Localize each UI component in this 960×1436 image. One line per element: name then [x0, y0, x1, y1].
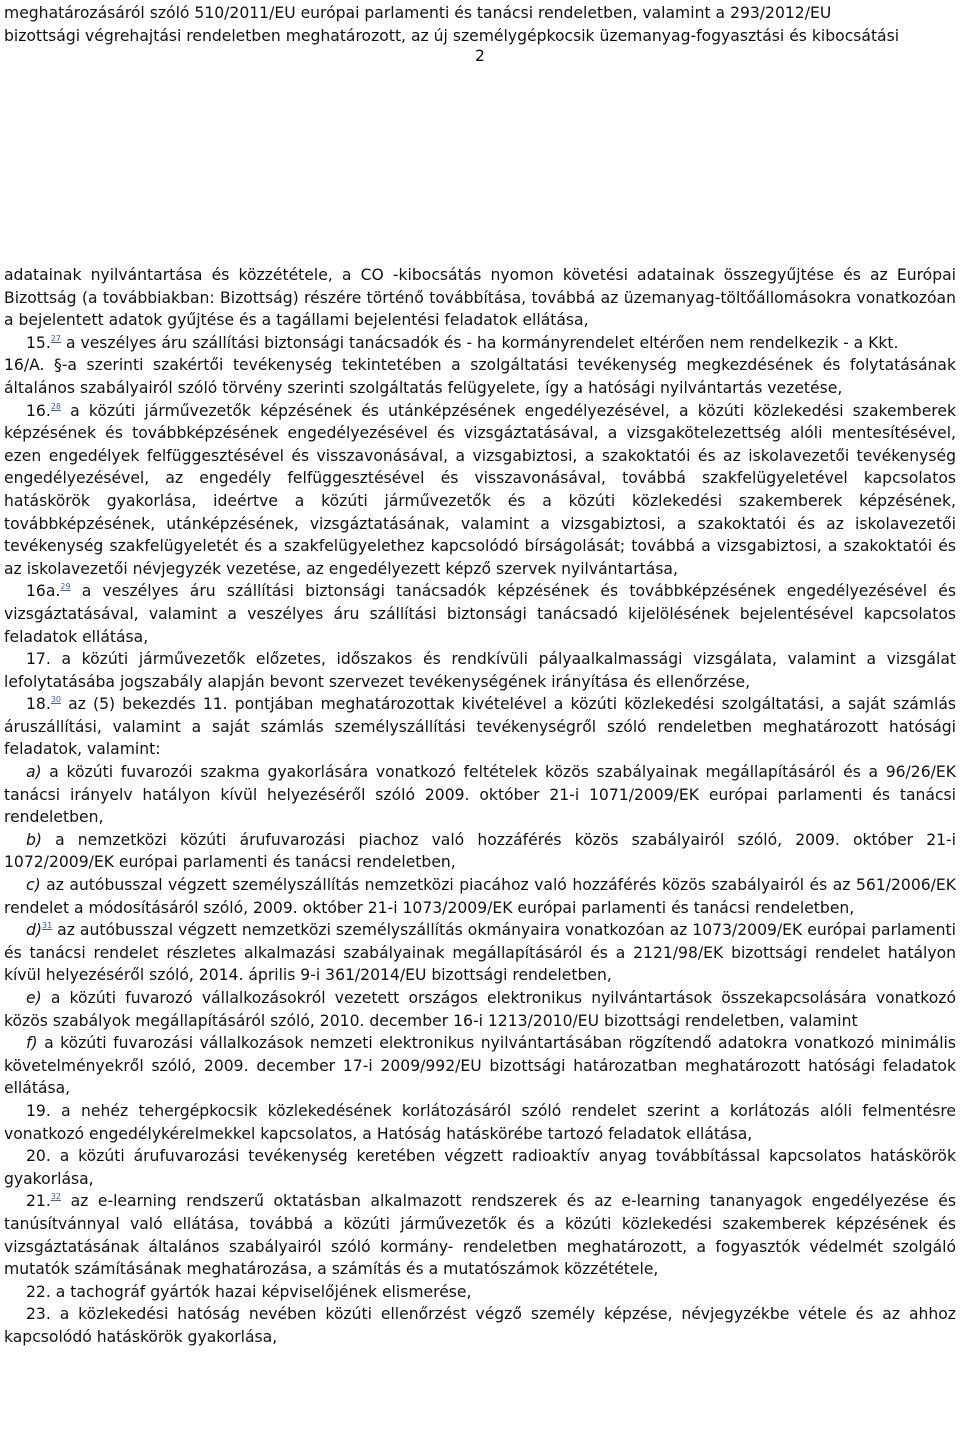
- paragraph-19: 19. a nehéz tehergépkocsik közlekedésének korlátozásáról szóló rendelet szerint a korlátozás alóli felmentésre vonatkozó engedélykérelmekkel kapcsolatos, a Hatóság hatáskörébe tartozó feladatok ellátása,: [4, 1101, 956, 1143]
- subpoint-d: [4, 919, 956, 987]
- text-line: meghatározásáról szóló 510/2011/EU európai parlamenti és tanácsi rendeletben, valamint a 293/2012/EU: [4, 4, 832, 22]
- point-number: 15.: [26, 333, 51, 352]
- previous-page-tail: [4, 2, 956, 47]
- subpoint-b: [4, 829, 956, 874]
- footnote-link[interactable]: 27: [50, 333, 61, 343]
- footnote-link[interactable]: 28: [50, 401, 61, 411]
- subpoint-text: a közúti fuvarozó vállalkozásokról vezetett országos elektronikus nyilvántartások összekapcsolására vonatkozó közös szabályok megállapításáról szóló, 2010. december 16-i 1213/2010/EU bizottsági rendeletben, valamint: [4, 989, 956, 1030]
- footnote-link[interactable]: 30: [50, 695, 61, 705]
- footnote-link[interactable]: 32: [50, 1192, 61, 1202]
- subpoint-text: a nemzetközi közúti árufuvarozási piachoz való hozzáférés közös szabályairól szóló, 2009. október 21-i 1072/2009/EK európai parlamenti és tanácsi rendeletben,: [4, 830, 956, 872]
- subpoint-text: az autóbusszal végzett nemzetközi személyszállítás okmányaira vonatkozóan az 1073/2009/EK európai parlamenti és tanácsi rendelet részletes alkalmazási szabályainak megállapításáról és a 2121/98/EK bizottsági rendelet hatályon kívül helyezéséről szóló, 2014. április 9-i 361/2014/EU bizottsági rendeletben,: [4, 921, 956, 985]
- point-number: 16a.: [26, 582, 61, 601]
- subpoint-label: f): [26, 1034, 38, 1053]
- subpoint-text: az autóbusszal végzett személyszállítás nemzetközi piacához való hozzáférés közös szabályairól és az 561/2006/EK rendelet a módosításáról szóló, 2009. október 21-i 1073/2009/EK európai parlamenti és tanácsi rendeletben,: [4, 876, 956, 917]
- subpoint-label: b): [26, 830, 42, 849]
- paragraph-21: [4, 1190, 956, 1280]
- paragraph-15: [4, 332, 956, 355]
- subpoint-label: e): [26, 989, 42, 1007]
- paragraph-16a: [4, 580, 956, 648]
- paragraph-16A: 16/A. §-a szerinti szakértői tevékenység tekintetében a szolgáltatási tevékenység megkezdésének és folytatásának általános szabályairól szóló törvény szerinti szolgáltatás felügyelete, így a hatósági nyilvántartás vezetése,: [4, 356, 956, 397]
- paragraph-16: [4, 400, 956, 581]
- subpoint-f: [4, 1032, 956, 1100]
- paragraph-22: 22. a tachográf gyártók hazai képviselőjének elismerése,: [26, 1282, 472, 1301]
- point-number: 16.: [26, 401, 51, 420]
- subpoint-e: [4, 987, 956, 1032]
- point-text: a veszélyes áru szállítási biztonsági tanácsadók képzésének és továbbképzésének engedélyezésével és vizsgáztatásával, valamint a veszélyes áru szállítási biztonsági tanácsadó kijelölésének bejelentésével kapcsolatos feladatok ellátása,: [4, 582, 956, 646]
- subpoint-c: [4, 874, 956, 919]
- subpoint-a: [4, 761, 956, 829]
- point-text: az e-learning rendszerű oktatásban alkalmazott rendszerek és az e-learning tananyagok engedélyezése és tanúsítvánnyal való ellátása, továbbá a közúti járművezetők és a közúti közlekedési szakemberek képzésének és vizsgáztatásának általános szabályairól szóló kormány- rendeletben meghatározott, a fogyasztók védelmét szolgáló mutatók számításának meghatározása, a számítás és a mutatószámok közzététele,: [4, 1192, 956, 1279]
- footnote-link[interactable]: 31: [41, 921, 53, 931]
- paragraph-23: 23. a közlekedési hatóság nevében közúti ellenőrzést végző személy képzése, névjegyzékbe vétele és az ahhoz kapcsolódó hatáskörök gyakorlása,: [4, 1305, 956, 1346]
- point-number: 18.: [26, 695, 51, 714]
- point-text: a közúti járművezetők képzésének és utánképzésének engedélyezésével, a közúti közlekedési szakemberek képzésének és továbbképzésének engedélyezésével és vizsgáztatásával, a vizsgakötelezettség alóli mentesítésével, ezen engedélyek felfüggesztésével és visszavonásával, a vizsgabiztosi, a szakoktatói és az iskolavezetői tevékenység engedélyezésével, az engedély felfüggesztésével és visszavonásával, továbbá szakfelügyeletével kapcsolatos hatáskörök gyakorlása, ideértve a közúti járművezetők és a közúti közlekedési szakemberek képzésének, továbbképzésének, utánképzésének, vizsgáztatásának, valamint a vizsgabiztosi, a szakoktatói és az iskolavezetői tevékenység szakfelügyeletét és a szakfelügyelethez kapcsolódó bírságolását; továbbá a vizsgabiztosi, a szakoktatói és az iskolavezetői névjegyzék vezetése, az engedélyezett képző szervek nyilvántartása,: [4, 401, 956, 578]
- paragraph-18: [4, 693, 956, 761]
- page-number: 2: [475, 47, 485, 65]
- paragraph-20: 20. a közúti árufuvarozási tevékenység keretében végzett radioaktív anyag továbbítással kapcsolatos hatáskörök gyakorlása,: [4, 1147, 956, 1188]
- subpoint-text: a közúti fuvarozói szakma gyakorlására vonatkozó feltételek közös szabályainak megállapításáról és a 96/26/EK tanácsi irányelv hatályon kívül helyezéséről szóló 2009. október 21-i 1071/2009/EK európai parlamenti és tanácsi rendeletben,: [4, 763, 956, 827]
- point-text: az (5) bekezdés 11. pontjában meghatározottak kivételével a közúti közlekedési szolgáltatási, a saját számlás áruszállítási, valamint a saját számlás személyszállítási tevékenységről szóló rendeletben meghatározott hatósági feladatok, valamint:: [4, 695, 956, 759]
- point-text: a veszélyes áru szállítási biztonsági tanácsadók és - ha kormányrendelet eltérően nem rendelkezik - a Kkt.: [61, 333, 899, 352]
- paragraph-17: 17. a közúti járművezetők előzetes, időszakos és rendkívüli pályaalkalmassági vizsgálata, valamint a vizsgálat lefolytatásába jogszabály alapján bevont szervezet tevékenységének irányítása és ellenőrzése,: [4, 650, 956, 691]
- paragraph-intro: adatainak nyilvántartása és közzététele, a CO -kibocsátás nyomon követési adatainak összegyűjtése és az Európai Bizottság (a továbbiakban: Bizottság) részére történő továbbítása, továbbá az üzemanyag-töltőállomásokra vonatkozóan a bejelentett adatok gyűjtése és a tagállami bejelentési feladatok ellátása,: [4, 266, 956, 330]
- subpoint-label: c): [26, 876, 41, 895]
- point-number: 21.: [26, 1192, 51, 1211]
- subpoint-text: a közúti fuvarozási vállalkozások nemzeti elektronikus nyilvántartásában rögzítendő adatokra vonatkozó minimális követelményekről szóló, 2009. december 17-i 2009/992/EU bizottsági határozatban meghatározott hatósági feladatok ellátása,: [4, 1034, 956, 1098]
- text-line: bizottsági végrehajtási rendeletben meghatározott, az új személygépkocsik üzemanyag-fogyasztási és kibocsátási: [4, 26, 900, 45]
- footnote-link[interactable]: 29: [60, 582, 71, 592]
- subpoint-label: a): [26, 763, 42, 782]
- document-body: [4, 264, 956, 1349]
- subpoint-label: d): [26, 921, 42, 940]
